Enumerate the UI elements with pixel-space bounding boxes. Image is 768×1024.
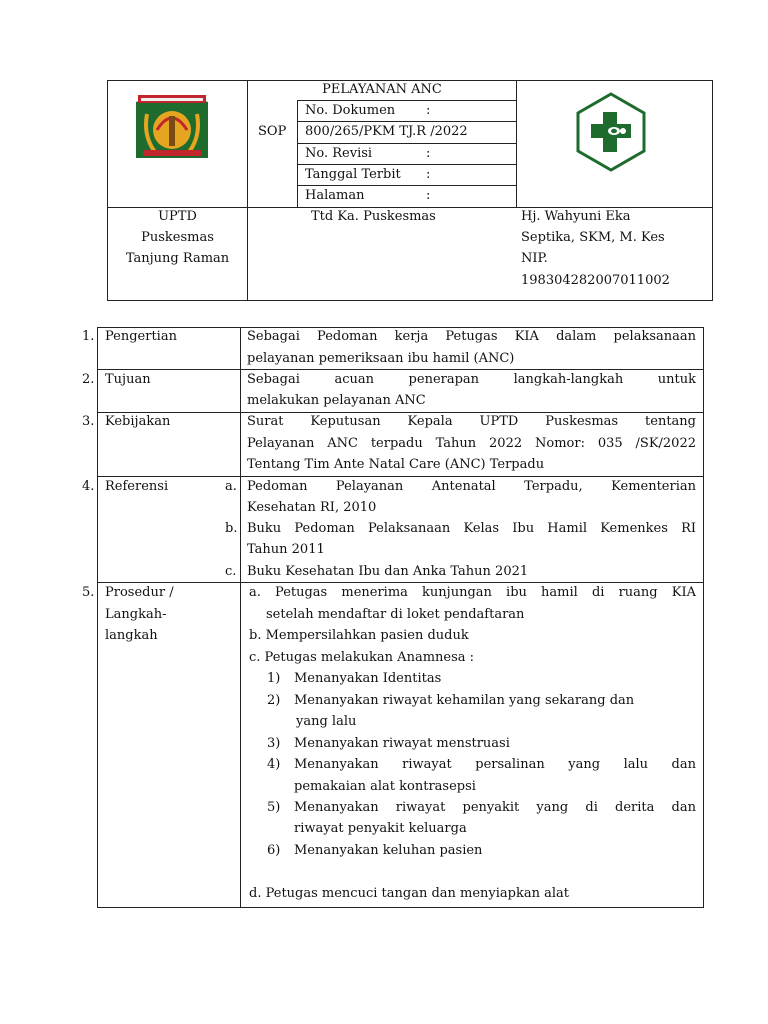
section-label-prosedur: Prosedur / [105,585,174,600]
section-number: 2. [82,372,95,387]
sub-step-number: 4) [267,757,281,772]
sub-step-number: 1) [267,671,281,686]
reference-item: Buku Pedoman Pelaksanaan Kelas Ibu Hamil Kemenkes RI [247,521,696,536]
sub-step: Menanyakan Identitas [294,671,442,686]
nip-label: NIP. [521,251,548,266]
section-number: 5. [82,585,95,600]
tanggal-terbit-label: Tanggal Terbit [305,167,401,182]
reference-marker: b. [225,521,238,536]
section-label-kebijakan: Kebijakan [105,414,171,429]
section-label-referensi: Referensi [105,479,169,494]
sub-step: Menanyakan riwayat menstruasi [294,736,510,751]
signer-name-line1: Hj. Wahyuni Eka [521,209,631,224]
ttd-label: Ttd Ka. Puskesmas [311,209,436,224]
halaman-label: Halaman [305,188,365,203]
sub-step: Menanyakan riwayat penyakit yang di derita dan [294,800,696,815]
puskesmas-logo [571,92,651,172]
no-revisi-colon: : [426,146,431,161]
procedure-step: d. Petugas mencuci tangan dan menyiapkan alat [249,886,570,901]
section-text: Sebagai acuan penerapan langkah-langkah untuk [247,372,696,387]
procedure-step: a. Petugas menerima kunjungan ibu hamil di ruang KIA [249,585,696,600]
sub-step: Menanyakan keluhan pasien [294,843,483,858]
sub-step: pemakaian alat kontrasepsi [294,779,476,794]
sub-step-number: 2) [267,693,281,708]
section-text: melakukan pelayanan ANC [247,393,426,408]
reference-item: Pedoman Pelayanan Antenatal Terpadu, Kementerian [247,479,696,494]
reference-item: Tahun 2011 [247,542,325,557]
procedure-step: setelah mendaftar di loket pendaftaran [266,607,525,622]
tanggal-terbit-colon: : [426,167,431,182]
sub-step-number: 3) [267,736,281,751]
sub-step: Menanyakan riwayat persalinan yang lalu dan [294,757,696,772]
no-revisi-label: No. Revisi [305,146,373,161]
section-label-pengertian: Pengertian [105,329,177,344]
section-text: Tentang Tim Ante Natal Care (ANC) Terpadu [247,457,545,472]
reference-item: Buku Kesehatan Ibu dan Anka Tahun 2021 [247,564,529,579]
procedure-step: b. Mempersilahkan pasien duduk [249,628,469,643]
section-label-prosedur: langkah [105,628,158,643]
reference-item: Kesehatan RI, 2010 [247,500,377,515]
unit-name-line3: Tanjung Raman [125,251,230,266]
section-text: Surat Keputusan Kepala UPTD Puskesmas tentang [247,414,696,429]
sub-step-number: 5) [267,800,281,815]
no-dokumen-value: 800/265/PKM TJ.R /2022 [305,124,468,139]
reference-marker: a. [225,479,237,494]
no-dokumen-label: No. Dokumen [305,103,396,118]
section-number: 3. [82,414,95,429]
section-text: Pelayanan ANC terpadu Tahun 2022 Nomor: 035 /SK/2022 [247,436,696,451]
section-label-prosedur: Langkah- [105,607,167,622]
sop-title: PELAYANAN ANC [322,82,442,97]
halaman-colon: : [426,188,431,203]
signer-name-line2: Septika, SKM, M. Kes [521,230,665,245]
section-text: Sebagai Pedoman kerja Petugas KIA dalam pelaksanaan [247,329,696,344]
section-number: 1. [82,329,95,344]
sub-step: Menanyakan riwayat kehamilan yang sekarang dan [294,693,635,708]
sub-step: yang lalu [296,714,357,729]
unit-name-line2: Puskesmas [141,230,214,245]
unit-name-line1: UPTD [158,209,197,224]
reference-marker: c. [225,564,237,579]
procedure-step: c. Petugas melakukan Anamnesa : [249,650,475,665]
sop-label: SOP [258,124,287,139]
section-number: 4. [82,479,95,494]
sub-step-number: 6) [267,843,281,858]
section-text: pelayanan pemeriksaan ibu hamil (ANC) [247,351,515,366]
no-dokumen-colon: : [426,103,431,118]
sub-step: riwayat penyakit keluarga [294,821,467,836]
section-label-tujuan: Tujuan [105,372,151,387]
regional-logo [133,90,211,166]
nip-value: 198304282007011002 [521,273,670,288]
